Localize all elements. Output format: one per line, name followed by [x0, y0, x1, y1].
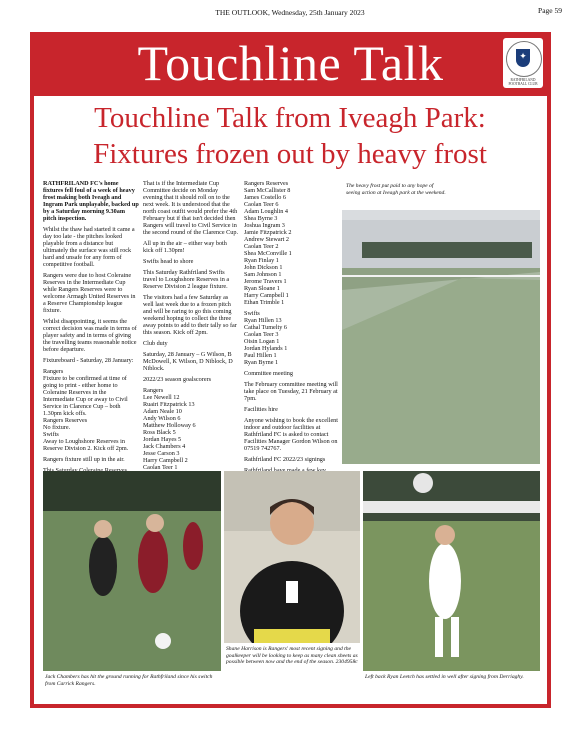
banner	[30, 32, 551, 94]
crest-star-icon: ✦	[519, 51, 527, 61]
fixtures-list	[43, 368, 139, 452]
scorer-line: Joshua Ingram 3	[244, 222, 285, 229]
article-paragraph: That is if the Intermediate Cup Committee decide on Monday evening that it should roll on to the next week. It is understood that the north coast outfit would prefer the 4th February but if that isn't decided then Rangers will travel to Civil Service in the second round of the Clarence Cup.	[143, 180, 239, 236]
scorer-line: Adam Neale 10	[143, 408, 182, 415]
scorer-line: Oisin Logan 1	[244, 338, 280, 345]
scorers-heading: 2022/23 season goalscorers	[143, 376, 212, 383]
headline	[40, 100, 540, 172]
scorers-group-label: Rangers	[143, 387, 164, 394]
article-column-2	[143, 180, 239, 499]
section-title: Touchline Talk	[137, 35, 444, 91]
scorer-line: Caolan Teer 6	[244, 201, 279, 208]
scorer-line: Ryan Sloane 1	[244, 285, 280, 292]
committee-text: The February committee meeting will take place on Tuesday, 21 February at 7pm.	[244, 381, 338, 402]
player-action-image	[363, 471, 540, 671]
facilities-heading: Facilities hire	[244, 406, 278, 413]
fixtures-heading: Fixtureboard - Saturday, 28 January:	[43, 357, 134, 364]
scorer-line: John Dickson 1	[244, 264, 283, 271]
scorer-line: Ryan Finlay 1	[244, 257, 279, 264]
club-crest	[503, 38, 543, 88]
swifts-scorers	[244, 310, 340, 366]
issue-line: THE OUTLOOK, Wednesday, 25th January 2023	[215, 8, 365, 17]
scorer-line: Sam McCallister 8	[244, 187, 291, 194]
frost-pitch-image	[342, 180, 540, 464]
scorer-line: Jordan Hayes 5	[143, 436, 182, 443]
committee-heading: Committee meeting	[244, 370, 293, 377]
scorer-line: Ross Black 5	[143, 429, 176, 436]
frost-photo	[342, 180, 540, 464]
fixture-line: Away to Loughshore Reserves in Reserve Division 2. Kick off 2pm.	[43, 438, 129, 452]
scorer-line: Caolan Teer 1	[143, 464, 178, 471]
article-paragraph: This Saturday Rathfriland Swifts travel to Loughshore Reserves in a Reserve Division 2 league fixture.	[143, 269, 230, 290]
fixture-line: Rangers	[43, 368, 64, 375]
facilities-text: Anyone wishing to book the excellent indoor and outdoor facilities at Rathfriland FC is asked to contact Facilities Manager Gordon Wilson on 07519 742767.	[244, 417, 338, 452]
chambers-photo	[43, 471, 221, 699]
reserves-scorers	[244, 180, 340, 306]
scorers-group-label: Rangers Reserves	[244, 180, 289, 187]
article-paragraph: All up in the air – either way both kick off 1.30pm!	[143, 240, 227, 254]
goalkeeper-portrait-image	[224, 471, 360, 643]
crest-caption: RATHFRILAND FOOTBALL CLUB	[508, 78, 538, 86]
scorer-line: Harry Campbell 1	[244, 292, 289, 299]
article-paragraph: Rangers fixture still up in the air.	[43, 456, 125, 463]
frost-caption: The heavy frost put paid to any hope of seeing action at Iveagh park at the weekend.	[346, 183, 446, 196]
scorer-line: Harry Campbell 2	[143, 457, 188, 464]
scorer-line: Jack Chambers 4	[143, 443, 186, 450]
scorer-line: Ryan Byrne 1	[244, 359, 279, 366]
scorer-line: Caolan Teer 3	[244, 331, 279, 338]
scorer-line: Jerome Travers 1	[244, 278, 287, 285]
fixture-line: Swifts	[43, 431, 59, 438]
harrison-caption: Shane Harrison is Rangers' most recent signing and the goalkeeper will be looking to keep as many clean sheets as possible between now and the end of the season. 2304958c	[226, 646, 358, 666]
scorer-line: Paul Hillen 1	[244, 352, 277, 359]
article-paragraph: Whilst disappointing, it seems the correct decision was made in terms of player safety and in terms of giving the travelling teams reasonable notice before departure.	[43, 318, 137, 353]
scorers-group-label: Swifts	[244, 310, 260, 317]
article-column-3	[244, 180, 340, 513]
scorer-line: Andy Wilson 6	[143, 415, 181, 422]
headline-line-2: Fixtures frozen out by heavy frost	[93, 138, 487, 170]
page-header	[0, 0, 580, 30]
scorer-line: Caolan Teer 2	[244, 243, 279, 250]
article-paragraph: Whilst the thaw had started it came a day too late - the pitches looked playable from a distance but ultimately the surface was still rock hard and unsafe for any form of competitive football.	[43, 226, 135, 268]
scorer-line: Ryan Hillen 13	[244, 317, 282, 324]
leetch-photo	[363, 471, 540, 699]
fixture-line: Fixture to be confirmed at time of going to print - either home to Coleraine Reserves in the Intermediate Cup or away to Civil Service in Clarence Cup – both 1.30pm kick offs.	[43, 375, 128, 417]
scorer-line: Andrew Stewart 2	[244, 236, 290, 243]
scorer-line: Lee Newell 12	[143, 394, 180, 401]
swifts-heading: Swifts head to shore	[143, 258, 194, 265]
leetch-caption: Left back Ryan Leetch has settled in well after signing from Derriaghy.	[365, 674, 524, 680]
scorer-line: Jamie Fitzpatrick 2	[244, 229, 292, 236]
scorer-line: James Costello 6	[244, 194, 286, 201]
page-number: Page 59	[538, 6, 562, 15]
article-lead: RATHFRILAND FC's home fixtures fell foul of a week of heavy frost making both Iveagh and Ingram Park unplayable, backed up by a Saturday morning 9.30am pitch inspection.	[43, 180, 139, 222]
scorer-line: Jesse Carson 3	[143, 450, 180, 457]
football-match-image	[43, 471, 221, 671]
scorer-line: Adam Loughlin 4	[244, 208, 288, 215]
scorer-line: Ethan Trimble 1	[244, 299, 285, 306]
headline-line-1: Touchline Talk from Iveagh Park:	[94, 102, 486, 134]
article-paragraph: Rangers were due to host Coleraine Reserves in the Intermediate Cup while Rangers Reserves were to welcome Armagh United Reserves in a Reserve Championship league fixture.	[43, 272, 136, 314]
scorer-line: Ruairi Fitzpatrick 13	[143, 401, 195, 408]
harrison-photo	[224, 471, 360, 701]
scorer-line: Jordan Hylands 1	[244, 345, 288, 352]
scorer-line: Shea McConville 1	[244, 250, 292, 257]
scorer-line: Matthew Holloway 6	[143, 422, 196, 429]
article-column-1	[43, 180, 139, 513]
scorer-line: Shea Byrne 3	[244, 215, 278, 222]
article-paragraph: The visitors had a few Saturday as well last week due to a frozen pitch and will be raring to go this coming weekend hoping to collect the three away points to add to their tally so far this season. Kick off 2pm.	[143, 294, 237, 336]
fixture-line: No fixture.	[43, 424, 71, 431]
scorer-line: Sam Johnson 1	[244, 271, 282, 278]
club-duty-text: Saturday, 28 January – G Wilson, B McDowell, K Wilson, D Niblock, D Niblock.	[143, 351, 233, 372]
signings-heading: Rathfriland FC 2022/23 signings	[244, 456, 326, 463]
club-duty-heading: Club duty	[143, 340, 168, 347]
fixture-line: Rangers Reserves	[43, 417, 88, 424]
scorer-line: Cathal Tumelty 6	[244, 324, 287, 331]
chambers-caption: Jack Chambers has hit the ground running for Rathfriland since his switch from Carrick Rangers.	[45, 674, 213, 687]
